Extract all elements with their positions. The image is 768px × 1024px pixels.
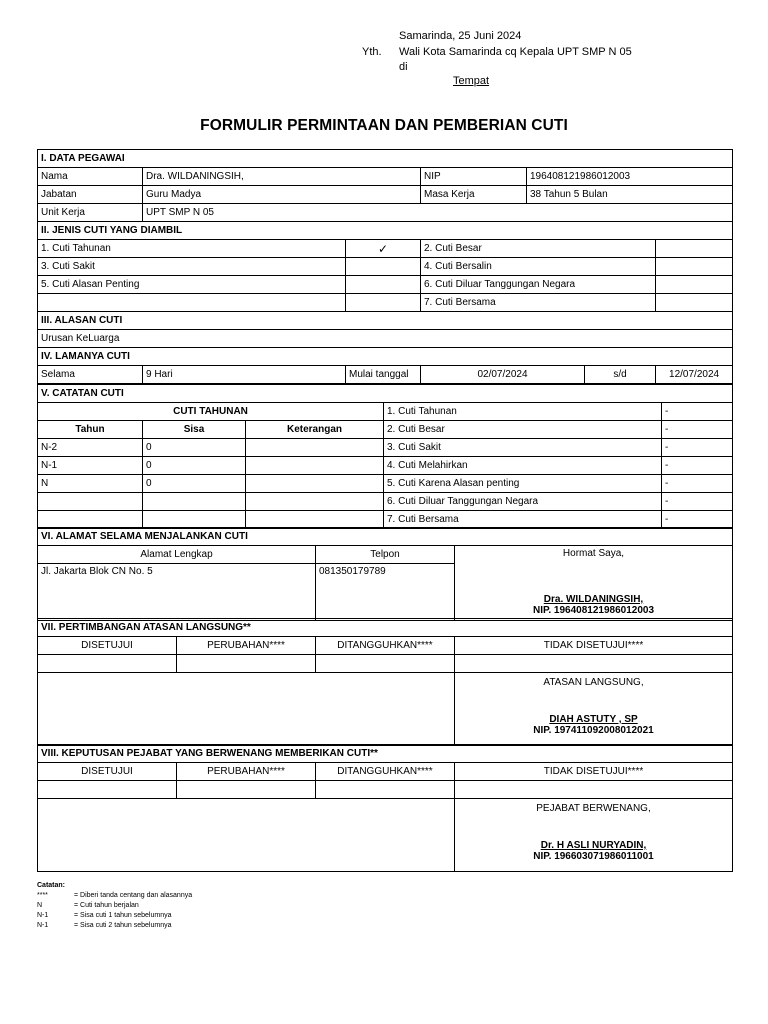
col-keterangan-header: Keterangan — [246, 421, 384, 439]
unit-kerja-value: UPT SMP N 05 — [143, 204, 733, 222]
s8-signature-cell — [455, 799, 733, 872]
catatan-right-val-7: - — [662, 511, 733, 529]
table-row-empty — [38, 493, 143, 511]
cuti-option-5: 5. Cuti Alasan Penting — [38, 276, 346, 294]
note-value: = Diberi tanda centang dan alasannya — [74, 892, 193, 899]
table-row-sisa: 0 — [143, 457, 246, 475]
section-1-heading: I. DATA PEGAWAI — [38, 150, 733, 168]
table-row-empty — [246, 493, 384, 511]
table-row-tahun: N-2 — [38, 439, 143, 457]
cuti-option-3: 3. Cuti Sakit — [38, 258, 346, 276]
selama-label: Selama — [38, 366, 143, 384]
alamat-value[interactable]: Jl. Jakarta Blok CN No. 5 — [38, 564, 316, 621]
cuti-option-4-check[interactable] — [656, 258, 733, 276]
applicant-signature-nip: NIP. 196408121986012003 — [532, 605, 655, 616]
catatan-cuti-table — [37, 384, 733, 529]
cuti-option-7: 7. Cuti Bersama — [421, 294, 656, 312]
cuti-option-2: 2. Cuti Besar — [421, 240, 656, 258]
catatan-right-val-4: - — [662, 457, 733, 475]
table-row-keterangan — [246, 457, 384, 475]
col-tahun-header: Tahun — [38, 421, 143, 439]
table-row-tahun: N-1 — [38, 457, 143, 475]
s7-ditangguhkan: DITANGGUHKAN**** — [316, 637, 455, 655]
sampai-value[interactable]: 12/07/2024 — [656, 366, 733, 384]
letter-recipient: Wali Kota Samarinda cq Kepala UPT SMP N 05 — [399, 46, 632, 58]
catatan-right-val-1: - — [662, 403, 733, 421]
pejabat-berwenang-title: PEJABAT BERWENANG, — [536, 803, 651, 814]
note-value: = Sisa cuti 1 tahun sebelumnya — [74, 912, 172, 919]
checkmark-icon[interactable]: ✓ — [346, 240, 421, 258]
cuti-option-1: 1. Cuti Tahunan — [38, 240, 346, 258]
catatan-right-label-1: 1. Cuti Tahunan — [384, 403, 662, 421]
selama-value[interactable]: 9 Hari — [143, 366, 346, 384]
letter-tempat: Tempat — [453, 75, 490, 87]
form-title: FORMULIR PERMINTAAN DAN PEMBERIAN CUTI — [200, 117, 568, 134]
letter-date: Samarinda, 25 Juni 2024 — [399, 30, 522, 42]
note-key: N-1 — [37, 912, 49, 919]
s7-perubahan: PERUBAHAN**** — [177, 637, 316, 655]
catatan-right-label-5: 5. Cuti Karena Alasan penting — [384, 475, 662, 493]
col-telpon-header: Telpon — [316, 546, 455, 564]
section-5-heading: V. CATATAN CUTI — [38, 385, 733, 403]
note-item — [37, 921, 337, 931]
s8-ditangguhkan: DITANGGUHKAN**** — [316, 763, 455, 781]
masa-kerja-label: Masa Kerja — [421, 186, 527, 204]
s8-ditangguhkan-box[interactable] — [316, 781, 455, 799]
catatan-right-label-3: 3. Cuti Sakit — [384, 439, 662, 457]
note-key: N — [37, 902, 43, 909]
table-row-empty — [143, 493, 246, 511]
s7-disetujui-box[interactable] — [38, 655, 177, 673]
jabatan-value: Guru Madya — [143, 186, 421, 204]
note-item — [37, 911, 337, 921]
catatan-right-label-4: 4. Cuti Melahirkan — [384, 457, 662, 475]
note-value: = Sisa cuti 2 tahun sebelumnya — [74, 922, 172, 929]
s8-blank-area — [38, 799, 455, 872]
keputusan-table — [37, 744, 733, 872]
table-row-sisa: 0 — [143, 475, 246, 493]
table-row-keterangan — [246, 475, 384, 493]
mulai-label: Mulai tanggal — [346, 366, 421, 384]
section-7-heading: VII. PERTIMBANGAN ATASAN LANGSUNG** — [38, 619, 733, 637]
s8-tidak-disetujui: TIDAK DISETUJUI**** — [455, 763, 733, 781]
table-row-keterangan — [246, 439, 384, 457]
s7-perubahan-box[interactable] — [177, 655, 316, 673]
s7-disetujui: DISETUJUI — [38, 637, 177, 655]
cuti-option-3-check[interactable] — [346, 258, 421, 276]
col-sisa-header: Sisa — [143, 421, 246, 439]
s8-disetujui: DISETUJUI — [38, 763, 177, 781]
pejabat-signature-name: Dr. H ASLI NURYADIN, — [540, 840, 647, 851]
pejabat-signature-nip: NIP. 196603071986011001 — [533, 851, 654, 862]
s7-ditangguhkan-box[interactable] — [316, 655, 455, 673]
hormat-saya: Hormat Saya, — [562, 548, 625, 559]
s7-tidak-disetujui: TIDAK DISETUJUI**** — [455, 637, 733, 655]
section-4-heading: IV. LAMANYA CUTI — [38, 348, 733, 366]
table-row-tahun: N — [38, 475, 143, 493]
s8-tidak-disetujui-box[interactable] — [455, 781, 733, 799]
catatan-right-label-2: 2. Cuti Besar — [384, 421, 662, 439]
cuti-empty-check — [346, 294, 421, 312]
jabatan-label: Jabatan — [38, 186, 143, 204]
atasan-langsung-title: ATASAN LANGSUNG, — [543, 677, 644, 688]
note-item — [37, 901, 337, 911]
alamat-table — [37, 527, 733, 621]
section-6-heading: VI. ALAMAT SELAMA MENJALANKAN CUTI — [38, 528, 733, 546]
atasan-signature-nip: NIP. 197411092008012021 — [533, 725, 654, 736]
s7-tidak-disetujui-box[interactable] — [455, 655, 733, 673]
note-value: = Cuti tahun berjalan — [74, 902, 139, 909]
nama-label: Nama — [38, 168, 143, 186]
catatan-right-label-7: 7. Cuti Bersama — [384, 511, 662, 529]
cuti-option-6: 6. Cuti Diluar Tanggungan Negara — [421, 276, 656, 294]
applicant-signature-name: Dra. WILDANINGSIH, — [543, 594, 644, 605]
catatan-right-val-6: - — [662, 493, 733, 511]
unit-kerja-label: Unit Kerja — [38, 204, 143, 222]
cuti-option-7-check[interactable] — [656, 294, 733, 312]
table-row-empty — [38, 511, 143, 529]
table-row-sisa: 0 — [143, 439, 246, 457]
s7-blank-area — [38, 673, 455, 746]
alasan-cuti-value[interactable]: Urusan KeLuarga — [38, 330, 733, 348]
section-8-heading: VIII. KEPUTUSAN PEJABAT YANG BERWENANG MEMBERIKAN CUTI** — [38, 745, 733, 763]
form-table-top — [37, 149, 733, 384]
sd-label: s/d — [585, 366, 656, 384]
s8-perubahan-box[interactable] — [177, 781, 316, 799]
section-3-heading: III. ALASAN CUTI — [38, 312, 733, 330]
notes-block — [37, 881, 337, 931]
letter-di: di — [399, 61, 408, 73]
atasan-signature-name: DIAH ASTUTY , SP — [549, 714, 638, 725]
cuti-tahunan-header: CUTI TAHUNAN — [38, 403, 384, 421]
s8-perubahan: PERUBAHAN**** — [177, 763, 316, 781]
note-key: **** — [37, 892, 48, 899]
table-row-empty — [246, 511, 384, 529]
telpon-value[interactable]: 081350179789 — [316, 564, 455, 621]
cuti-empty-cell — [38, 294, 346, 312]
nip-label: NIP — [421, 168, 527, 186]
catatan-right-val-2: - — [662, 421, 733, 439]
notes-title: Catatan: — [37, 882, 66, 889]
hormat-signature-cell — [455, 546, 733, 621]
cuti-option-2-check[interactable] — [656, 240, 733, 258]
masa-kerja-value: 38 Tahun 5 Bulan — [527, 186, 733, 204]
catatan-right-label-6: 6. Cuti Diluar Tanggungan Negara — [384, 493, 662, 511]
s8-disetujui-box[interactable] — [38, 781, 177, 799]
s7-signature-cell — [455, 673, 733, 746]
note-key: N-1 — [37, 922, 49, 929]
nama-value: Dra. WILDANINGSIH, — [143, 168, 421, 186]
nip-value: 196408121986012003 — [527, 168, 733, 186]
section-2-heading: II. JENIS CUTI YANG DIAMBIL — [38, 222, 733, 240]
table-row-empty — [143, 511, 246, 529]
pertimbangan-table — [37, 618, 733, 746]
col-alamat-header: Alamat Lengkap — [38, 546, 316, 564]
cuti-option-6-check[interactable] — [656, 276, 733, 294]
catatan-right-val-5: - — [662, 475, 733, 493]
cuti-option-4: 4. Cuti Bersalin — [421, 258, 656, 276]
yth-label: Yth. — [362, 46, 382, 58]
catatan-right-val-3: - — [662, 439, 733, 457]
note-item — [37, 891, 337, 901]
cuti-option-5-check[interactable] — [346, 276, 421, 294]
mulai-value[interactable]: 02/07/2024 — [421, 366, 585, 384]
